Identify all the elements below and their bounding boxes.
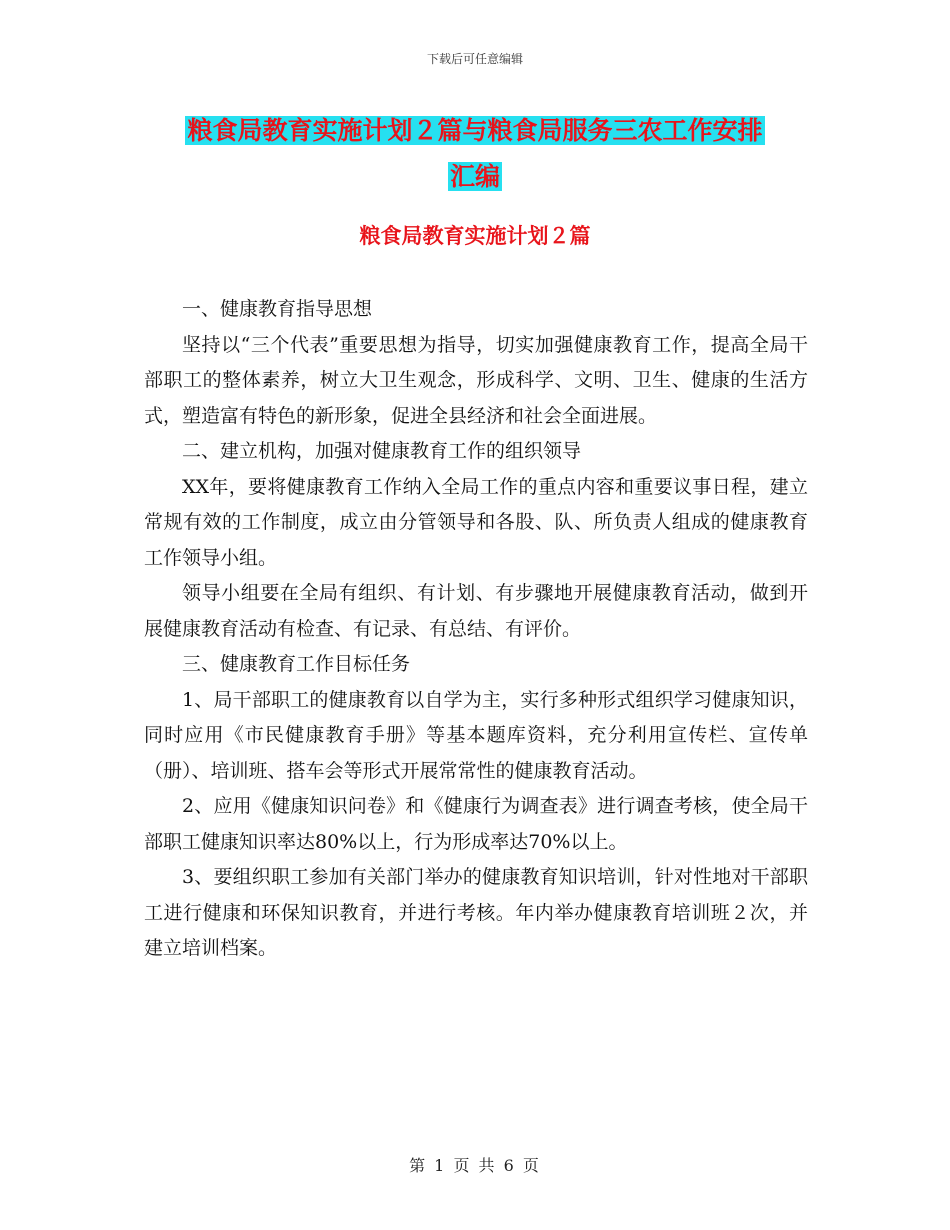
body-paragraph: 领导小组要在全局有组织、有计划、有步骤地开展健康教育活动，做到开展健康教育活动有检查、有记录、有总结、有评价。 [144, 582, 808, 640]
heading-guiding-thought: 一、健康教育指导思想 [182, 298, 373, 320]
body-paragraph: 3、要组织职工参加有关部门举办的健康教育知识培训，针对性地对干部职工进行健康和环保知识教育，并进行考核。年内举办健康教育培训班２次，并建立培训档案。 [144, 866, 808, 959]
body-paragraph: 2、应用《健康知识问卷》和《健康行为调查表》进行调查考核，使全局干部职工健康知识率达80%以上，行为形成率达70%以上。 [144, 795, 808, 853]
body-paragraph: 坚持以“三个代表”重要思想为指导，切实加强健康教育工作，提高全局干部职工的整体素养，树立大卫生观念，形成科学、文明、卫生、健康的生活方式，塑造富有特色的新形象，促进全县经济和社会全面进展。 [144, 333, 808, 427]
document-title [140, 108, 810, 200]
body-paragraph: 1、局干部职工的健康教育以自学为主，实行多种形式组织学习健康知识，同时应用《市民健康教育手册》等基本题库资料，充分利用宣传栏、宣传单（册）、培训班、搭车会等形式开展常常性的健康教育活动。 [144, 688, 808, 782]
body-paragraph: XX年，要将健康教育工作纳入全局工作的重点内容和重要议事日程，建立常规有效的工作制度，成立由分管领导和各股、队、所负责人组成的健康教育工作领导小组。 [144, 475, 808, 569]
page-header: 下载后可任意编辑 [426, 52, 523, 66]
section-title: 粮食局教育实施计划２篇 [359, 224, 591, 248]
document-title-line-1: 粮食局教育实施计划２篇与粮食局服务三农工作安排 [187, 116, 763, 145]
heading-goals: 三、健康教育工作目标任务 [182, 653, 411, 675]
document-title-line-2: 汇编 [449, 162, 500, 191]
heading-organization: 二、建立机构，加强对健康教育工作的组织领导 [182, 440, 582, 462]
page-number: 第 1 页 共 6 页 [409, 1156, 541, 1175]
document-body [144, 292, 808, 967]
